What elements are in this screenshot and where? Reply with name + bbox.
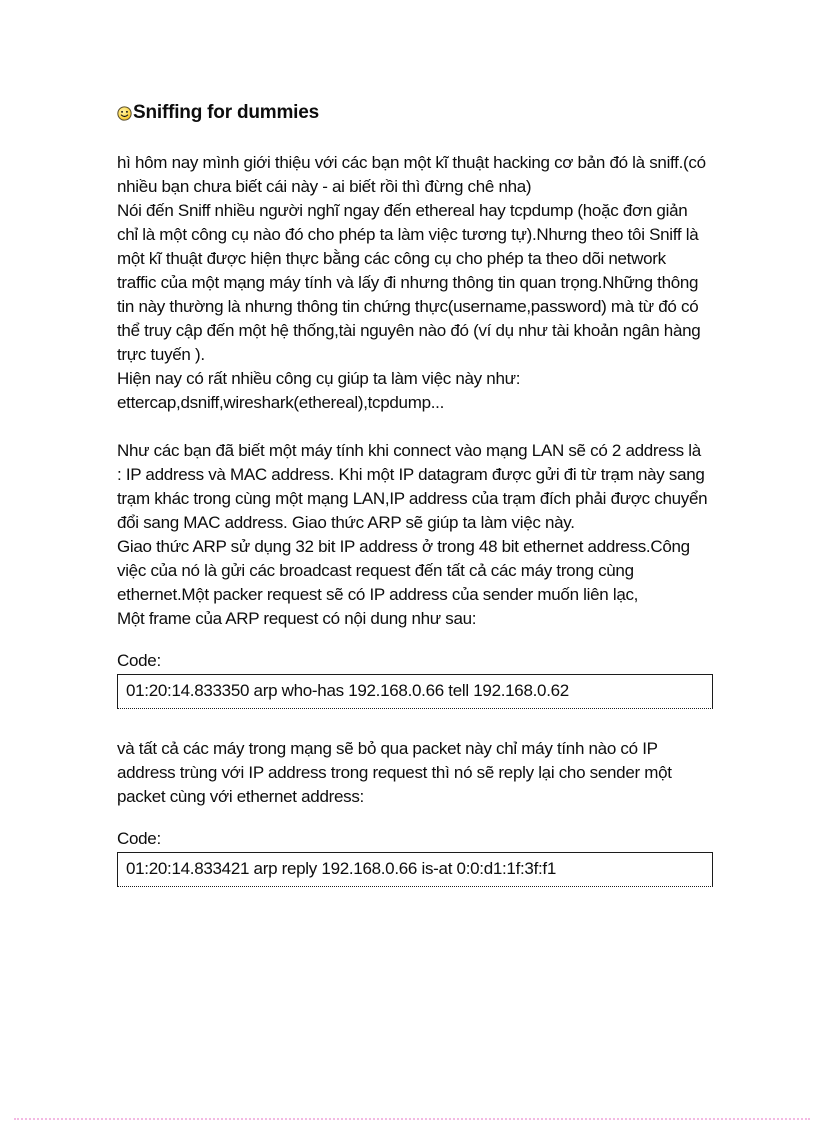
- code-section-arp-request: [117, 649, 709, 709]
- paragraph-arp-3: Một frame của ARP request có nội dung như sau:: [117, 609, 477, 628]
- code-text: 01:20:14.833421 arp reply 192.168.0.66 is-at 0:0:d1:1f:3f:f1: [126, 859, 557, 878]
- paragraph-intro-1: hì hôm nay mình giới thiệu với các bạn một kĩ thuật hacking cơ bản đó là sniff.(có nhiều bạn chưa biết cái này - ai biết rồi thì đừng chê nha): [117, 153, 706, 196]
- code-section-arp-reply: [117, 827, 709, 887]
- document-title: [117, 101, 709, 125]
- paragraph-intro-3: Hiện nay có rất nhiều công cụ giúp ta làm việc này như: ettercap,dsniff,wireshark(ethereal),tcpdump...: [117, 369, 521, 412]
- paragraph-arp-1: Như các bạn đã biết một máy tính khi connect vào mạng LAN sẽ có 2 address là : IP address và MAC address. Khi một IP datagram được gửi đi từ trạm này sang trạm khác trong cùng một mạng LAN,IP address của trạm đích phải được chuyển đổi sang MAC address. Giao thức ARP sẽ giúp ta làm việc này.: [117, 441, 708, 532]
- intro-block: [117, 151, 709, 415]
- document-title-text: Sniffing for dummies: [133, 102, 320, 123]
- paragraph-arp-2: Giao thức ARP sử dụng 32 bit IP address ở trong 48 bit ethernet address.Công việc của nó là gửi các broadcast request đến tất cả các máy trong cùng ethernet.Một packer request sẽ có IP address của sender muốn liên lạc,: [117, 537, 690, 604]
- document-content: [117, 101, 709, 915]
- arp-explanation-block: [117, 439, 709, 631]
- paragraph-intro-2: Nói đến Sniff nhiều người nghĩ ngay đến ethereal hay tcpdump (hoặc đơn giản chỉ là một công cụ nào đó cho phép ta làm việc tương tự).Nhưng theo tôi Sniff là một kĩ thuật được hiện thực bằng các công cụ cho phép ta theo dõi network traffic của một mạng máy tính và lấy đi nhưng thông tin quan trọng.Những thông tin này thường là nhưng thông tin chứng thực(username,password) mà từ đó có thể truy cập đến một hệ thống,tài nguyên nào đó (ví dụ như tài khoản ngân hàng trực tuyến ).: [117, 201, 701, 364]
- code-label: Code:: [117, 829, 161, 848]
- paragraph-reply-1: và tất cả các máy trong mạng sẽ bỏ qua packet này chỉ máy tính nào có IP address trùng với IP address trong request thì nó sẽ reply lại cho sender một packet cùng với ethernet address:: [117, 739, 672, 806]
- reply-explanation-block: [117, 737, 709, 809]
- code-box-arp-request: [117, 674, 713, 709]
- code-text: 01:20:14.833350 arp who-has 192.168.0.66 tell 192.168.0.62: [126, 681, 569, 700]
- code-label: Code:: [117, 651, 161, 670]
- smiley-icon: [117, 106, 132, 121]
- page-bottom-divider: [14, 1118, 810, 1120]
- code-box-arp-reply: [117, 852, 713, 887]
